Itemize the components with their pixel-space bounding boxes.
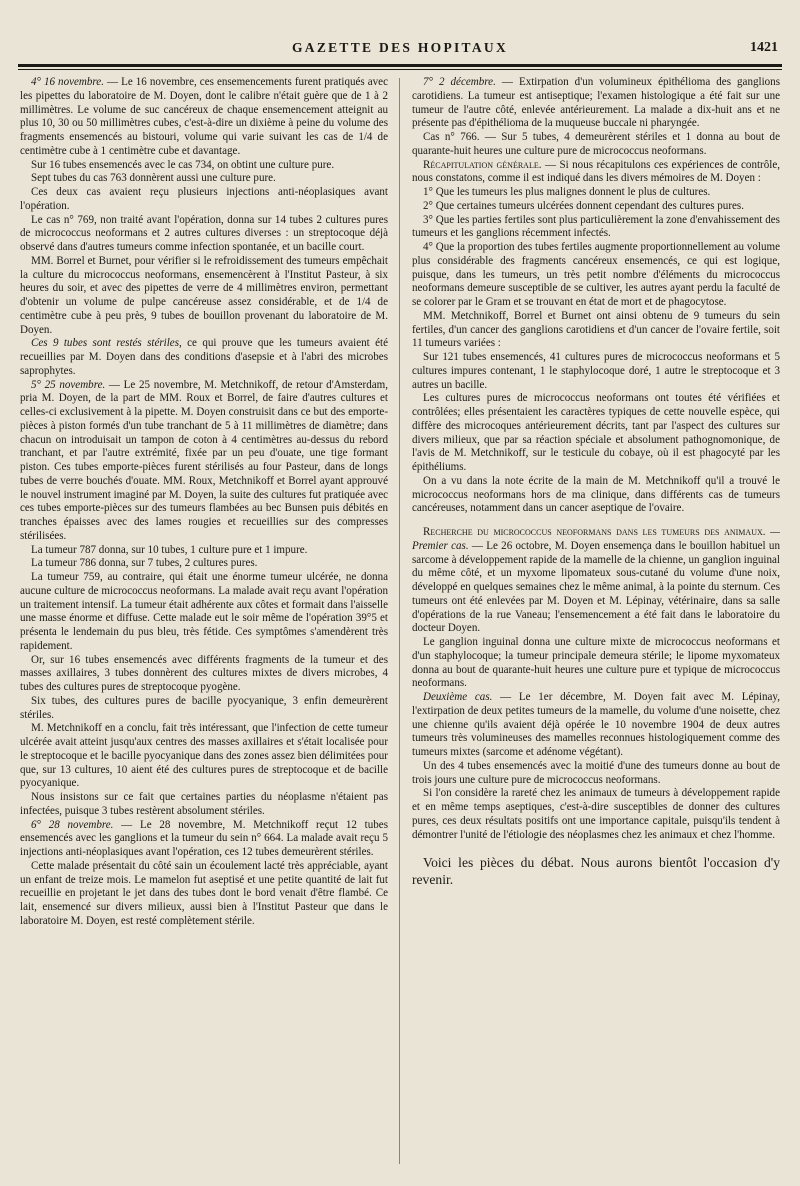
page-number: 1421 (750, 40, 778, 55)
paragraph-text: Sept tubes du cas 763 donnèrent aussi une culture pure. (31, 172, 276, 185)
paragraph-text: — Le 28 novembre, M. Metchnikoff reçut 12 tubes ensemencés avec les ganglions et la tumeur du sein n° 664. La malade avait reçu 5 injections anti-néoplasiques avant l'opération, ces 12 tubes demeurèrent stériles. (20, 818, 388, 858)
paragraph-text: Si l'on considère la rareté chez les animaux de tumeurs à développement rapide et en même temps aseptiques, c'est-à-dire susceptibles de donner des cultures pures, ces deux résultats positifs ont une importance capitale, puisqu'ils tendent à démontrer l'unité de l'étiologie des néoplasmes chez les animaux et chez l'homme. (412, 787, 780, 841)
paragraph (412, 76, 780, 131)
paragraph (412, 186, 780, 200)
paragraph-lead: Récapitulation générale. (423, 158, 542, 171)
paragraph (20, 76, 388, 159)
paragraph (412, 636, 780, 691)
page-header (0, 40, 800, 62)
paragraph (412, 787, 780, 842)
paragraph (412, 760, 780, 788)
paragraph (20, 379, 388, 544)
paragraph-text: La tumeur 759, au contraire, qui était une énorme tumeur ulcérée, ne donna aucune culture de micrococcus neoformans. La malade avait reçu avant l'opération un traitement intensif. La tumeur était adhérente aux côtes et formait dans l'aisselle une masse énorme et diffuse. Cette malade eut le soir même de l'opération 39°5 et présenta le lendemain du pus bleu, très fétide. Ces symptômes s'amendèrent très rapidement. (20, 571, 388, 652)
closing-text: Voici les pièces du débat. Nous aurons bientôt l'occasion d'y revenir. (412, 855, 780, 888)
right-column (412, 76, 780, 1166)
paragraph-text: — Le 26 octobre, M. Doyen ensemença dans le bouillon habituel un sarcome à développement rapide de la mamelle de la chienne, un ganglion inguinal du même côté, et un myxome lipomateux sous-cutané du volume d'une noix, développé en quelques semaines chez le même animal, à la pointe du sternum. Ces tumeurs ont été enlevées par M. Doyen et M. Lépinay, vétérinaire, dans sa salle d'opérations de la rue Vaneau; l'ensemencement a été fait dans le laboratoire du docteur Doyen. (412, 539, 780, 635)
paragraph-lead: 4° 16 novembre. (31, 76, 104, 88)
paragraph-lead: Deuxième cas. (423, 691, 493, 703)
paragraph-text: — Si nous récapitulons ces expériences de contrôle, nous constatons, comme il est indiqué dans les divers mémoires de M. Doyen : (412, 158, 780, 185)
paragraph (20, 186, 388, 214)
paragraph-text: 2° Que certaines tumeurs ulcérées donnent cependant des cultures pures. (423, 199, 744, 212)
paragraph-text: Six tubes, des cultures pures de bacille pyocyanique, 3 enfin demeurèrent stériles. (20, 694, 388, 721)
paragraph-text: On a vu dans la note écrite de la main de M. Metchnikoff qu'il a trouvé le micrococcus neoformans hors de ma clinique, dans différents cas de tumeurs cancéreuses, notamment dans un cancer aseptique de l'ovaire. (412, 474, 780, 515)
paragraph-text: La tumeur 786 donna, sur 7 tubes, 2 cultures pures. (31, 557, 258, 570)
left-column (20, 76, 388, 1166)
paragraph-text: Le cas n° 769, non traité avant l'opération, donna sur 14 tubes 2 cultures pures de micrococcus neoformans et 2 autres cultures diverses : un streptocoque déjà observé dans d'autres tumeurs comme infection spontanée, et un bacille court. (20, 213, 388, 253)
paragraph-lead: — Premier cas. (412, 526, 780, 552)
paragraph-lead: 7° 2 décembre. (423, 76, 496, 88)
paragraph-text: 1° Que les tumeurs les plus malignes donnent le plus de cultures. (423, 186, 711, 198)
paragraph (20, 159, 388, 173)
paragraph (412, 131, 780, 159)
column-divider (399, 78, 400, 1164)
paragraph (412, 310, 780, 351)
paragraph-text: Sur 121 tubes ensemencés, 41 cultures pures de micrococcus neoformans et 5 cultures impures contenant, 1 le staphylocoque doré, 1 autre le streptocoque et 3 autres un bacille. (412, 351, 780, 391)
paragraph-text: Or, sur 16 tubes ensemencés avec différents fragments de la tumeur et des masses axillaires, 3 tubes donnèrent des cultures mixtes de divers microbes, 4 tubes des cultures pures de streptocoque pyogène. (20, 653, 388, 693)
paragraph (20, 255, 388, 338)
paragraph (20, 214, 388, 255)
paragraph (412, 475, 780, 516)
paragraph-text: La tumeur 787 donna, sur 10 tubes, 1 culture pure et 1 impure. (31, 543, 308, 556)
paragraph (20, 860, 388, 929)
paragraph (20, 557, 388, 571)
paragraph (20, 172, 388, 186)
paragraph (412, 200, 780, 214)
paragraph-text: — Le 25 novembre, M. Metchnikoff, de retour d'Amsterdam, pria M. Doyen, de la part de MM. Roux et Borrel, de faire d'autres cultures et celles-ci exclusivement à la pipette. M. Doyen construisit dans ce but des emporte-pièces à piston formés d'un tube tranchant de 5 à 11 millimètres de diamètre; dans chacun on introduisait un tampon de coton à 4 centimètres au-dessus du rebord tranchant, et par l'autre extrémité, fixée par un peu d'ouate, une tige formant piston. Ces tubes emporte-pièces furent stérilisés au four Pasteur, dans de longs tubes de verre bouchés d'ouate. MM. Roux, Metchnikoff et Borrel ayant approuvé le nouvel instrument imaginé par M. Doyen, la suite des cultures fut pratiquée avec ces tubes emporte-pièces sur des tumeurs flambées au bec Bunsen puis débités en tranches épaisses avec des lames rougies et recueillies sur des compresses stérilisées. (20, 378, 388, 542)
paragraph (20, 337, 388, 378)
paragraph-text: Cette malade présentait du côté sain un écoulement lacté très appréciable, ayant un enfant de treize mois. Le mamelon fut aseptisé et une petite quantité de lait fut recueillie en projetant le jet dans des tubes dont le bord venait d'être flambé. Ce lait, ensemencé sur divers milieux, aussi bien à l'Institut Pasteur que dans le laboratoire M. Doyen, est resté complètement stérile. (20, 859, 388, 927)
paragraph-text: Un des 4 tubes ensemencés avec la moitié d'une des tumeurs donne au bout de trois jours une culture pure de micrococcus neoformans. (412, 759, 780, 786)
section-heading: Recherche du micrococcus neoformans dans les tumeurs des animaux. (423, 526, 766, 538)
paragraph-text: Les cultures pures de micrococcus neoformans ont toutes été vérifiées et contrôlées; elles présentaient les caractères typiques de cette nouvelle espèce, qui diffère des microcoques antérieurement décrits, tant par l'aspect des cultures sur divers milieux, que par sa réaction spéciale et absolument pathognomonique, de l'avis de M. Metchnikoff, sur le testicule du cobaye, où il est phagocyté par les épithéliums. (412, 392, 780, 473)
paragraph (412, 241, 780, 310)
paragraph-lead: 6° 28 novembre. (31, 818, 114, 831)
paragraph-text: — Le 1er décembre, M. Doyen fait avec M. Lépinay, l'extirpation de deux petites tumeurs de la mamelle, du volume d'une noisette, chez une chienne qu'ils avaient déjà opérée le 10 novembre 1904 de deux autres tumeurs très volumineuses des mamelles reconnues histologiquement comme des tumeurs mixtes (sarcome et adénome végétant). (412, 691, 780, 758)
paragraph-text: MM. Metchnikoff, Borrel et Burnet ont ainsi obtenu de 9 tumeurs du sein fertiles, d'un cancer des ganglions carotidiens et d'un cancer de l'ovaire fertile, soit 11 tumeurs variées : (412, 309, 780, 350)
paragraph-text: Sur 16 tubes ensemencés avec le cas 734, on obtint une culture pure. (31, 158, 335, 171)
paragraph-text: Ces deux cas avaient reçu plusieurs injections anti-néoplasiques avant l'opération. (20, 186, 388, 212)
paragraph-lead: 5° 25 novembre. (31, 378, 106, 391)
paragraph (412, 392, 780, 475)
paragraph (20, 695, 388, 723)
paragraph (20, 544, 388, 558)
paragraph-text: Cas n° 766. — Sur 5 tubes, 4 demeurèrent stériles et 1 donna au bout de quarante-huit heures une culture pure de micrococcus neoformans. (412, 131, 780, 157)
paragraph-text: — Extirpation d'un volumineux épithélioma des ganglions carotidiens. La tumeur est antiseptique; l'examen histologique a été fait sur une tumeur de l'autre côté, enlevée antérieurement. La malade a dix-huit ans et ne présente pas d'épithélioma de la muqueuse buccale ni pharyngée. (412, 76, 780, 130)
paragraph-lead: Ces 9 tubes sont restés stériles, (31, 337, 182, 350)
paragraph (412, 351, 780, 392)
paragraph (20, 722, 388, 791)
running-title: GAZETTE DES HOPITAUX (291, 40, 509, 55)
paragraph (412, 526, 780, 636)
closing-paragraph (412, 854, 780, 888)
paragraph-text: 4° Que la proportion des tubes fertiles augmente proportionnellement au volume plus considérable des fragments cancéreux ensemencés, ce qui est logique, puisque, dans les tumeurs, un très petit nombre d'éléments du micrococcus neoformans demeure susceptible de se cultiver, les autres ayant perdu la faculté de se colorer par le Gram et se trouvant en état de mort et de phagocytose. (412, 241, 780, 308)
paragraph-text: M. Metchnikoff en a conclu, fait très intéressant, que l'infection de cette tumeur ulcérée avait atteint jusqu'aux centres des masses axillaires et s'était localisée pour le streptocoque et le bacille pyocyanique dans des zones assez bien délimitées pour que, sur 13 cultures, 10 aient été des cultures pures de streptocoque et de bacille pyocyanique. (20, 722, 388, 790)
paragraph-text: ce qui prouve que les tumeurs avaient été recueillies par M. Doyen dans des conditions d'asepsie et à l'abri des microbes saprophytes. (20, 337, 388, 377)
paragraph (412, 691, 780, 760)
header-rule-thin (18, 69, 782, 70)
paragraph-text: 3° Que les parties fertiles sont plus particulièrement la zone d'envahissement des tumeurs et les ganglions récemment infectés. (412, 213, 780, 240)
paragraph-text: — Le 16 novembre, ces ensemencements furent pratiqués avec les pipettes du laboratoire de M. Doyen, dont le calibre n'était guère que de 1 à 2 millimètres. Le volume de suc cancéreux de chaque ensemencement atteignit au plus 10, 30 ou 50 millimètres cubes, c'est-à-dire un dixième à peine du volume des fragments ensemencés au bistouri, volume qui varie suivant les cas de 1/4 de centimètre cube à 1 centimètre cube et davantage. (20, 76, 388, 157)
paragraph (20, 819, 388, 860)
header-rule-thick (18, 64, 782, 67)
paragraph-text: Nous insistons sur ce fait que certaines parties du néoplasme n'étaient pas infectées, puisque 3 tubes restèrent absolument stériles. (20, 791, 388, 817)
paragraph (412, 214, 780, 242)
paragraph (20, 654, 388, 695)
paragraph (20, 791, 388, 819)
paragraph (20, 571, 388, 654)
paragraph-text: MM. Borrel et Burnet, pour vérifier si le refroidissement des tumeurs empêchait la culture du micrococcus neoformans, ensemencèrent à l'Institut Pasteur, à six heures du soir, et avec des pipettes de verre de 4 millimètres environ, permettant d'obtenir un volume de pulpe cancéreuse assez considérable, et de 1/4 de centimètre cube à peu près, 9 tubes de bouillon provenant du laboratoire de M. Doyen. (20, 254, 388, 336)
paragraph (412, 159, 780, 187)
paragraph-text: Le ganglion inguinal donna une culture mixte de micrococcus neoformans et d'un staphylocoque; la tumeur principale demeura stérile; le lipome myxomateux donna au bout de quarante-huit heures une culture pure et typique de micrococcus neoformans. (412, 636, 780, 690)
